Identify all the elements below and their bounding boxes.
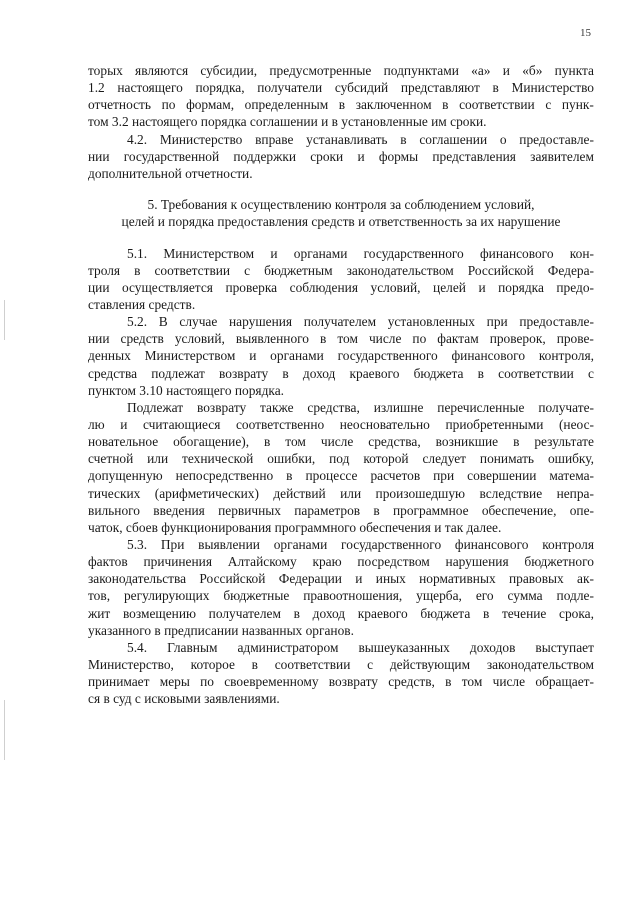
scan-margin-mark	[4, 700, 5, 760]
text-line: фактов причинения Алтайскому краю посредством нарушения бюджетного	[88, 554, 594, 570]
scan-margin-mark	[4, 300, 5, 340]
text-line: жит возмещению получателем в доход краевого бюджета в течение срока,	[88, 605, 594, 621]
text-line: чаток, сбоев функционирования программного обеспечения и так далее.	[88, 519, 502, 535]
intro-paragraphs	[88, 62, 594, 182]
text-line: ся в суд с исковыми заявлениями.	[88, 691, 280, 707]
text-line: счетной или технической ошибки, под которой следует понимать ошибку,	[88, 451, 594, 467]
text-line: торых являются субсидии, предусмотренные подпунктами «а» и «б» пункта	[88, 63, 594, 78]
text-line: дополнительной отчетности.	[88, 165, 253, 181]
paragraph-p-5-4	[88, 639, 594, 708]
section-heading-line: целей и порядка предоставления средств и ответственность за их нарушение	[121, 214, 561, 230]
text-line: нии средств условий, выявленного в том числе по фактам проверок, прове-	[88, 331, 594, 347]
document-body	[88, 62, 594, 707]
paragraph-p-return	[88, 399, 594, 536]
text-line: нии государственной поддержки сроки и формы представления заявителем	[88, 148, 594, 164]
text-line: новательное обогащение), в том числе средства, возникшие в результате	[88, 434, 594, 450]
section-paragraphs	[88, 245, 594, 708]
text-line: ставления средств.	[88, 297, 196, 312]
text-line: принимает меры по своевременному возврату средств, в том числе обращает-	[88, 674, 594, 690]
text-line: 5.1. Министерством и органами государственного финансового кон-	[127, 245, 594, 261]
text-line: том 3.2 настоящего порядка соглашении и в установленные им сроки.	[88, 114, 487, 130]
text-line: денных Министерством и органами государственного финансового контроля,	[88, 348, 594, 364]
paragraph-p-5-2	[88, 313, 594, 399]
text-line: тов, регулирующих бюджетные правоотношения, ущерба, его сумма подле-	[88, 588, 594, 604]
text-line: Министерство, которое в соответствии с действующим законодательством	[88, 656, 594, 672]
text-line: Подлежат возврату также средства, излишне перечисленные получате-	[127, 399, 594, 415]
paragraph-p-4-2	[88, 131, 594, 182]
text-line: ции осуществляется проверка соблюдения условий, целей и порядка предо-	[88, 279, 594, 295]
text-line: троля в соответствии с бюджетным законодательством Российской Федера-	[88, 262, 594, 278]
text-line: 1.2 настоящего порядка, получатели субсидий представляют в Министерство	[88, 80, 594, 96]
text-line: отчетность по формам, определенным в заключенном в соответствии с пунк-	[88, 97, 594, 113]
paragraph-p-continuation	[88, 62, 594, 131]
text-line: 4.2. Министерство вправе устанавливать в соглашении о предоставле-	[127, 131, 594, 147]
text-line: указанного в предписании названных органов.	[88, 622, 354, 638]
section-heading-line: 5. Требования к осуществлению контроля за соблюдением условий,	[147, 196, 535, 212]
page-number: 15	[580, 27, 591, 39]
text-line: лю и считающиеся соответственно неосновательно приобретенными (неос-	[88, 416, 594, 432]
text-line: допущенную непосредственно в процессе расчетов при совершении матема-	[88, 468, 594, 484]
paragraph-p-5-1	[88, 245, 594, 314]
text-line: законодательства Российской Федерации и иных нормативных правовых ак-	[88, 571, 594, 587]
text-line: вильного введения первичных параметров в программное обеспечение, опе-	[88, 502, 594, 518]
text-line: тических (арифметических) действий или произошедшую вследствие непра-	[88, 485, 594, 501]
text-line: пунктом 3.10 настоящего порядка.	[88, 382, 284, 398]
text-line: 5.2. В случае нарушения получателем установленных при предоставле-	[127, 314, 594, 330]
text-line: 5.4. Главным администратором вышеуказанных доходов выступает	[127, 639, 594, 655]
text-line: средства подлежат возврату в доход краевого бюджета в соответствии с	[88, 365, 594, 381]
section-heading	[88, 196, 594, 231]
text-line: 5.3. При выявлении органами государственного финансового контроля	[127, 536, 594, 552]
paragraph-p-5-3	[88, 536, 594, 639]
